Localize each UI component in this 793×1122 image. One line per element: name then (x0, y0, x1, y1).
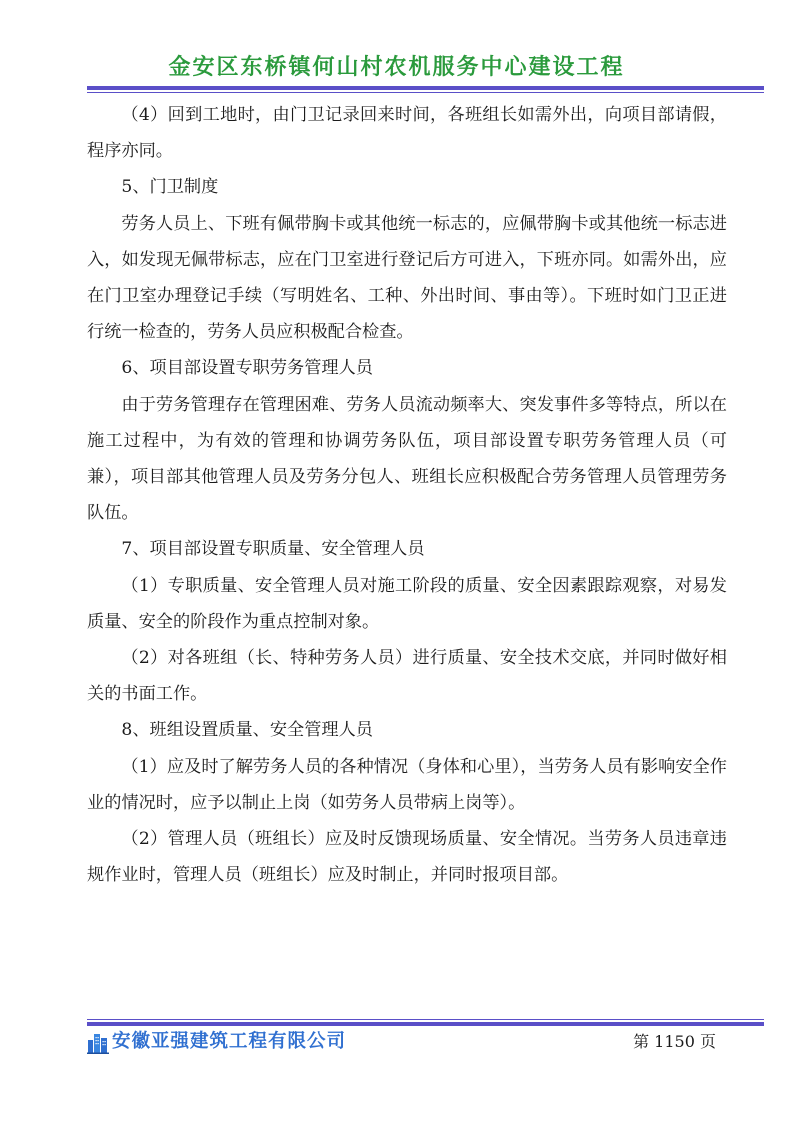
section-heading: 5、门卫制度 (121, 177, 219, 198)
paragraph: （2）管理人员（班组长）应及时反馈现场质量、安全情况。当劳务人员违章违规作业时，管理人员（班组长）应及时制止，并同时报项目部。 (87, 829, 727, 886)
page-header-title: 金安区东桥镇何山村农机服务中心建设工程 (168, 55, 625, 80)
document-body (87, 97, 727, 893)
section-heading: 7、项目部设置专职质量、安全管理人员 (121, 539, 425, 560)
footer-rule-thin (87, 1019, 764, 1020)
paragraph: （1）应及时了解劳务人员的各种情况（身体和心里），当劳务人员有影响安全作业的情况时，应予以制止上岗（如劳务人员带病上岗等）。 (87, 756, 727, 813)
paragraph: （4）回到工地时，由门卫记录回来时间，各班组长如需外出，向项目部请假，程序亦同。 (87, 105, 727, 162)
section-heading: 8、班组设置质量、安全管理人员 (121, 720, 373, 741)
paragraph: （2）对各班组（长、特种劳务人员）进行质量、安全技术交底，并同时做好相关的书面工作。 (87, 648, 727, 705)
page-number: 第 1150 页 (633, 1032, 716, 1051)
footer-rule-thick (87, 1022, 764, 1026)
paragraph: 由于劳务管理存在管理困难、劳务人员流动频率大、突发事件多等特点，所以在施工过程中，为有效的管理和协调劳务队伍，项目部设置专职劳务管理人员（可兼），项目部其他管理人员及劳务分包人、班组长应积极配合劳务管理人员管理劳务队伍。 (87, 394, 727, 524)
header-rule-thick (87, 86, 764, 90)
section-heading: 6、项目部设置专职劳务管理人员 (121, 358, 373, 379)
building-logo-icon (87, 1030, 109, 1054)
paragraph: 劳务人员上、下班有佩带胸卡或其他统一标志的，应佩带胸卡或其他统一标志进入，如发现无佩带标志，应在门卫室进行登记后方可进入，下班亦同。如需外出，应在门卫室办理登记手续（写明姓名、工种、外出时间、事由等）。下班时如门卫正进行统一检查的，劳务人员应积极配合检查。 (87, 213, 727, 343)
paragraph: （1）专职质量、安全管理人员对施工阶段的质量、安全因素跟踪观察，对易发质量、安全的阶段作为重点控制对象。 (87, 575, 727, 632)
header-rule-thin (87, 92, 764, 93)
footer-company-name: 安徽亚强建筑工程有限公司 (112, 1031, 347, 1052)
